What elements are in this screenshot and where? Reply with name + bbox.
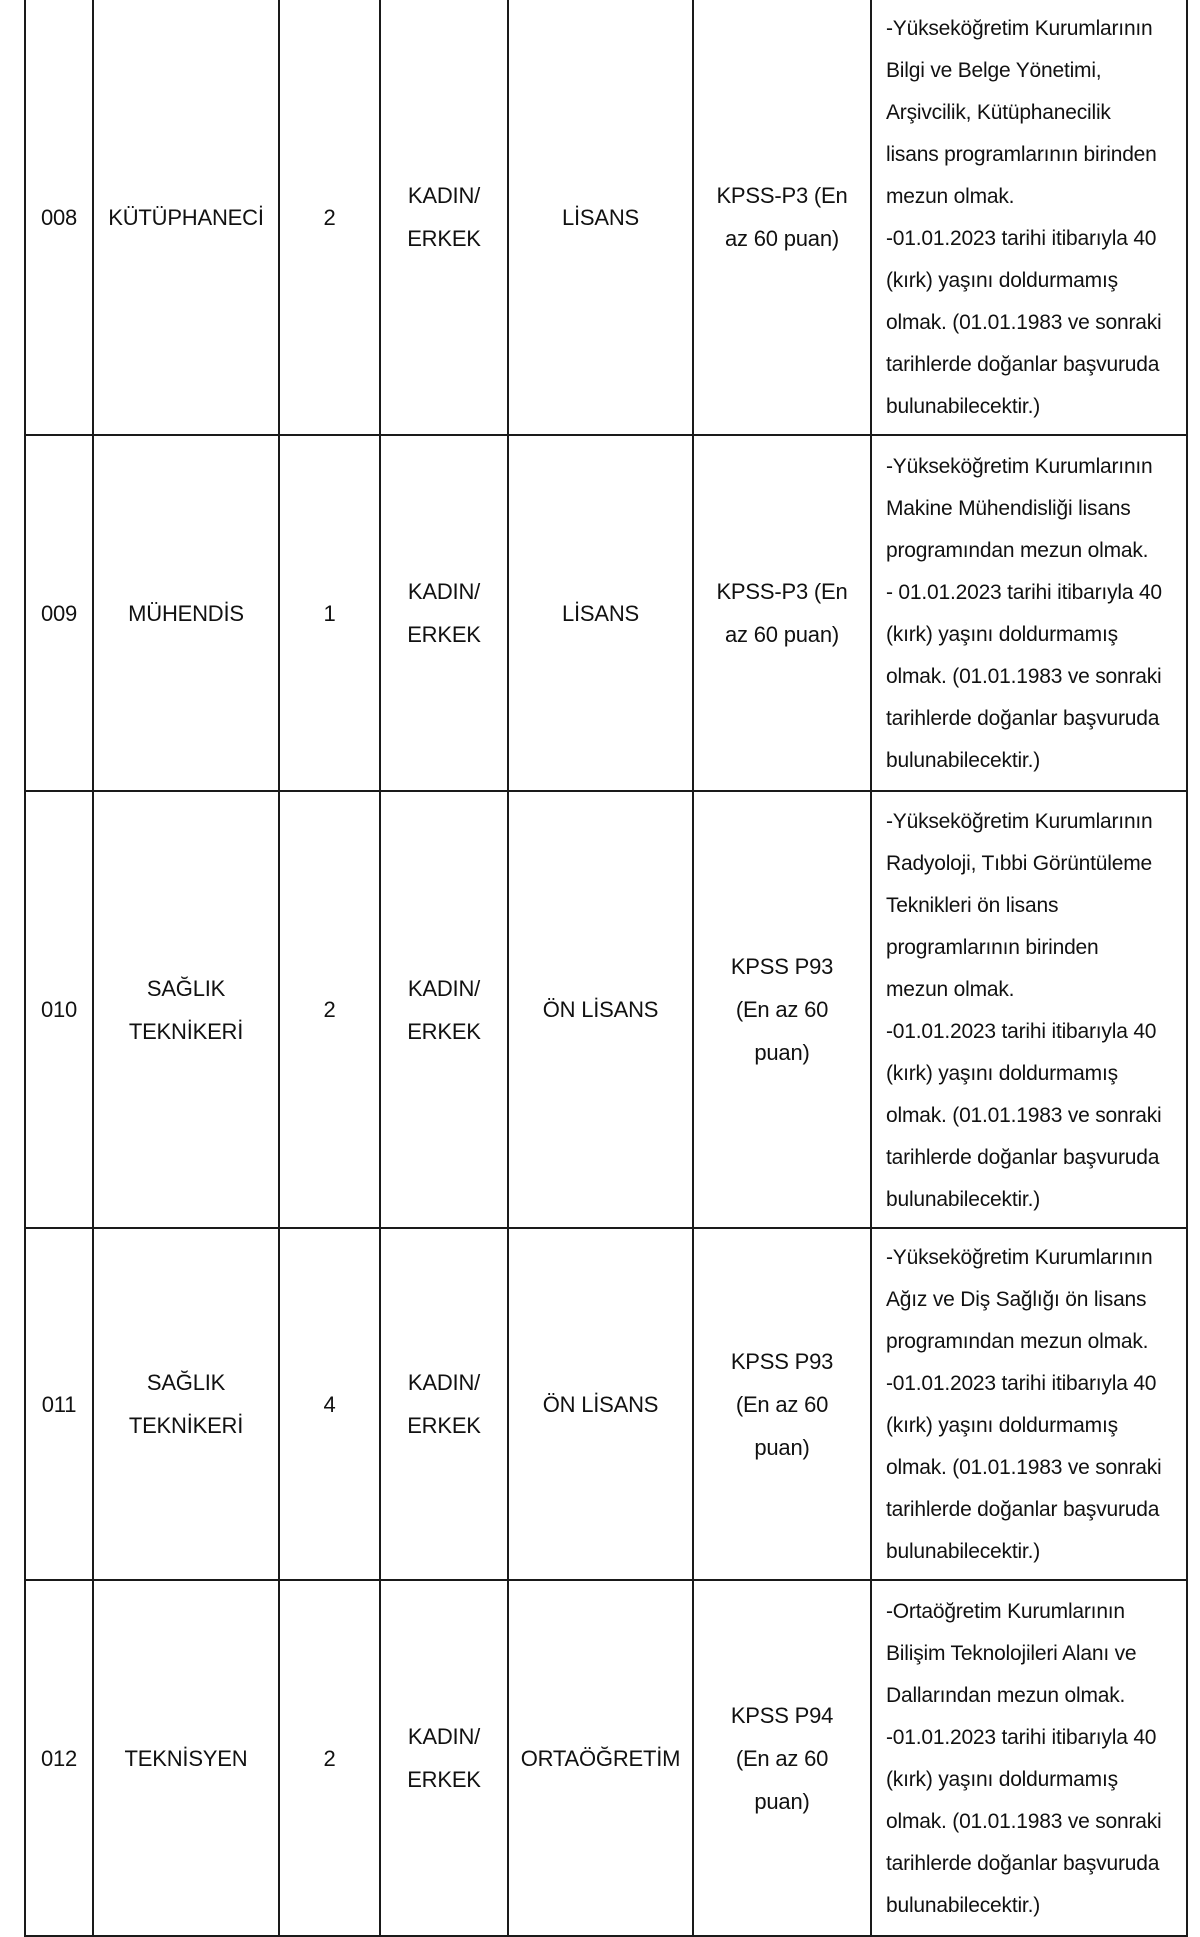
gender: KADIN/ ERKEK — [380, 435, 508, 791]
position-title-text: KÜTÜPHANECİ — [108, 204, 264, 230]
kpss-score-type: KPSS P94 (En az 60 puan) — [693, 1580, 871, 1936]
position-code: 008 — [25, 0, 93, 435]
table-row — [25, 1580, 1187, 1936]
table-row — [25, 1228, 1187, 1580]
position-title — [93, 1580, 279, 1936]
position-title-text: SAĞLIK TEKNİKERİ — [128, 1370, 244, 1438]
qualification-requirements: -Ortaöğretim Kurumlarının Bilişim Teknolojileri Alanı ve Dallarından mezun olmak. -01.01.2023 tarihi itibarıyla 40 (kırk) yaşını doldurmamış olmak. (01.01.1983 ve sonraki tarihlerde doğanlar başvuruda bulunabilecektir.) — [871, 1580, 1187, 1936]
position-title — [93, 0, 279, 435]
table-row — [25, 791, 1187, 1228]
position-code: 011 — [25, 1228, 93, 1580]
gender: KADIN/ ERKEK — [380, 1580, 508, 1936]
position-code: 009 — [25, 435, 93, 791]
qualification-requirements: -Yükseköğretim Kurumlarının Makine Mühendisliği lisans programından mezun olmak. - 01.01.2023 tarihi itibarıyla 40 (kırk) yaşını doldurmamış olmak. (01.01.1983 ve sonraki tarihlerde doğanlar başvuruda bulunabilecektir.) — [871, 435, 1187, 791]
education-level: LİSANS — [508, 435, 693, 791]
gender: KADIN/ ERKEK — [380, 791, 508, 1228]
position-count: 4 — [279, 1228, 380, 1580]
gender: KADIN/ ERKEK — [380, 1228, 508, 1580]
table-row — [25, 435, 1187, 791]
position-title — [93, 791, 279, 1228]
position-title — [93, 1228, 279, 1580]
kpss-score-type: KPSS P93 (En az 60 puan) — [693, 1228, 871, 1580]
position-title-text: MÜHENDİS — [128, 600, 244, 626]
kpss-score-type: KPSS-P3 (En az 60 puan) — [693, 435, 871, 791]
position-code: 010 — [25, 791, 93, 1228]
education-level: LİSANS — [508, 0, 693, 435]
education-level: ÖN LİSANS — [508, 791, 693, 1228]
qualification-requirements: -Yükseköğretim Kurumlarının Radyoloji, Tıbbi Görüntüleme Teknikleri ön lisans programlarının birinden mezun olmak. -01.01.2023 tarihi itibarıyla 40 (kırk) yaşını doldurmamış olmak. (01.01.1983 ve sonraki tarihlerde doğanlar başvuruda bulunabilecektir.) — [871, 791, 1187, 1228]
kpss-score-type: KPSS P93 (En az 60 puan) — [693, 791, 871, 1228]
gender: KADIN/ ERKEK — [380, 0, 508, 435]
position-count: 2 — [279, 1580, 380, 1936]
position-title — [93, 435, 279, 791]
education-level: ÖN LİSANS — [508, 1228, 693, 1580]
education-level: ORTAÖĞRETİM — [508, 1580, 693, 1936]
position-code: 012 — [25, 1580, 93, 1936]
position-title-text: SAĞLIK TEKNİKERİ — [128, 975, 244, 1044]
kpss-score-type: KPSS-P3 (En az 60 puan) — [693, 0, 871, 435]
qualification-requirements: -Yükseköğretim Kurumlarının Bilgi ve Belge Yönetimi, Arşivcilik, Kütüphanecilik lisans programlarının birinden mezun olmak. -01.01.2023 tarihi itibarıyla 40 (kırk) yaşını doldurmamış olmak. (01.01.1983 ve sonraki tarihlerde doğanlar başvuruda bulunabilecektir.) — [871, 0, 1187, 435]
position-title-text: TEKNİSYEN — [124, 1745, 248, 1771]
table-row — [25, 0, 1187, 435]
qualification-requirements: -Yükseköğretim Kurumlarının Ağız ve Diş Sağlığı ön lisans programından mezun olmak. -01.01.2023 tarihi itibarıyla 40 (kırk) yaşını doldurmamış olmak. (01.01.1983 ve sonraki tarihlerde doğanlar başvuruda bulunabilecektir.) — [871, 1228, 1187, 1580]
position-count: 1 — [279, 435, 380, 791]
position-count: 2 — [279, 791, 380, 1228]
job-positions-table — [24, 0, 1188, 1937]
position-count: 2 — [279, 0, 380, 435]
